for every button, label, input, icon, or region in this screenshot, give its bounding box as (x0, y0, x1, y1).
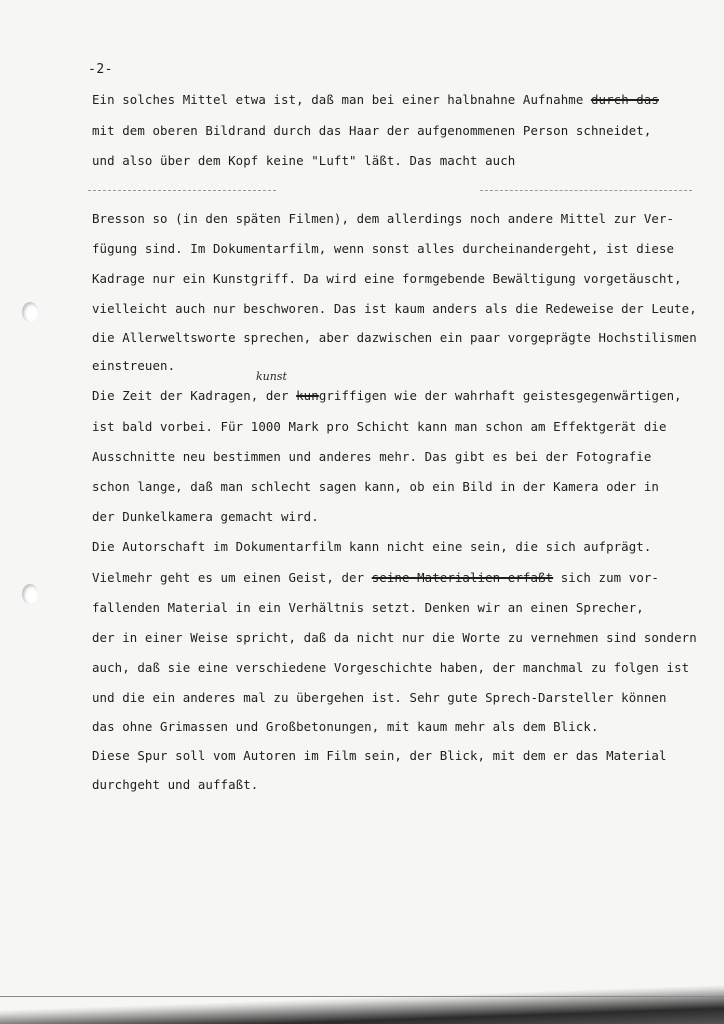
text-segment: Ein solches Mittel etwa ist, daß man bei einer halbnahne Aufnahme (92, 92, 591, 107)
section-divider-left (88, 190, 276, 191)
text-line (92, 388, 682, 403)
punch-hole-bottom (22, 584, 38, 604)
handwritten-insertion: kunst (256, 370, 287, 383)
scan-edge-line (0, 996, 724, 997)
text-line: einstreuen. (92, 358, 176, 373)
section-divider-right (480, 190, 692, 191)
text-line: Kadrage nur ein Kunstgriff. Da wird eine formgebende Bewältigung vorgetäuscht, (92, 271, 682, 286)
text-line: der Dunkelkamera gemacht wird. (92, 509, 319, 524)
text-line: fügung sind. Im Dokumentarfilm, wenn sonst alles durcheinandergeht, ist diese (92, 241, 675, 256)
text-line (92, 570, 659, 585)
text-line: mit dem oberen Bildrand durch das Haar der aufgenommenen Person schneidet, (92, 123, 652, 138)
text-line: Bresson so (in den späten Filmen), dem allerdings noch andere Mittel zur Ver- (92, 211, 675, 226)
text-line: durchgeht und auffaßt. (92, 777, 259, 792)
text-line: und die ein anderes mal zu übergehen ist. Sehr gute Sprech-Darsteller können (92, 690, 667, 705)
text-line: die Allerweltsworte sprechen, aber dazwischen ein paar vorgeprägte Hochstilismen (92, 330, 697, 345)
text-line: Die Autorschaft im Dokumentarfilm kann nicht eine sein, die sich aufprägt. (92, 539, 652, 554)
punch-hole-top (22, 302, 38, 322)
text-line: Ausschnitte neu bestimmen und anderes mehr. Das gibt es bei der Fotografie (92, 449, 652, 464)
text-segment: sich zum vor- (553, 570, 659, 585)
text-line: und also über dem Kopf keine "Luft" läßt. Das macht auch (92, 153, 516, 168)
text-line: ist bald vorbei. Für 1000 Mark pro Schicht kann man schon am Effektgerät die (92, 419, 667, 434)
text-line: auch, daß sie eine verschiedene Vorgeschichte haben, der manchmal zu folgen ist (92, 660, 690, 675)
text-line: der in einer Weise spricht, daß da nicht nur die Worte zu vernehmen sind sondern (92, 630, 697, 645)
text-line: vielleicht auch nur beschworen. Das ist kaum anders als die Redeweise der Leute, (92, 301, 697, 316)
struck-text: kun (296, 388, 319, 403)
text-segment: griffigen wie der wahrhaft geistesgegenwärtigen, (318, 388, 682, 403)
text-segment: Vielmehr geht es um einen Geist, der (92, 570, 372, 585)
page-number: -2- (88, 62, 113, 77)
text-line (92, 92, 659, 107)
text-segment: Die Zeit der Kadragen, der (92, 388, 297, 403)
text-line: das ohne Grimassen und Großbetonungen, mit kaum mehr als dem Blick. (92, 719, 599, 734)
text-line: Diese Spur soll vom Autoren im Film sein, der Blick, mit dem er das Material (92, 748, 667, 763)
scan-bottom-edge (0, 962, 724, 1024)
text-line: schon lange, daß man schlecht sagen kann, ob ein Bild in der Kamera oder in (92, 479, 659, 494)
struck-text: durch das (590, 92, 659, 107)
struck-text: seine Materialien erfaßt (371, 570, 554, 585)
text-line: fallenden Material in ein Verhältnis setzt. Denken wir an einen Sprecher, (92, 600, 644, 615)
